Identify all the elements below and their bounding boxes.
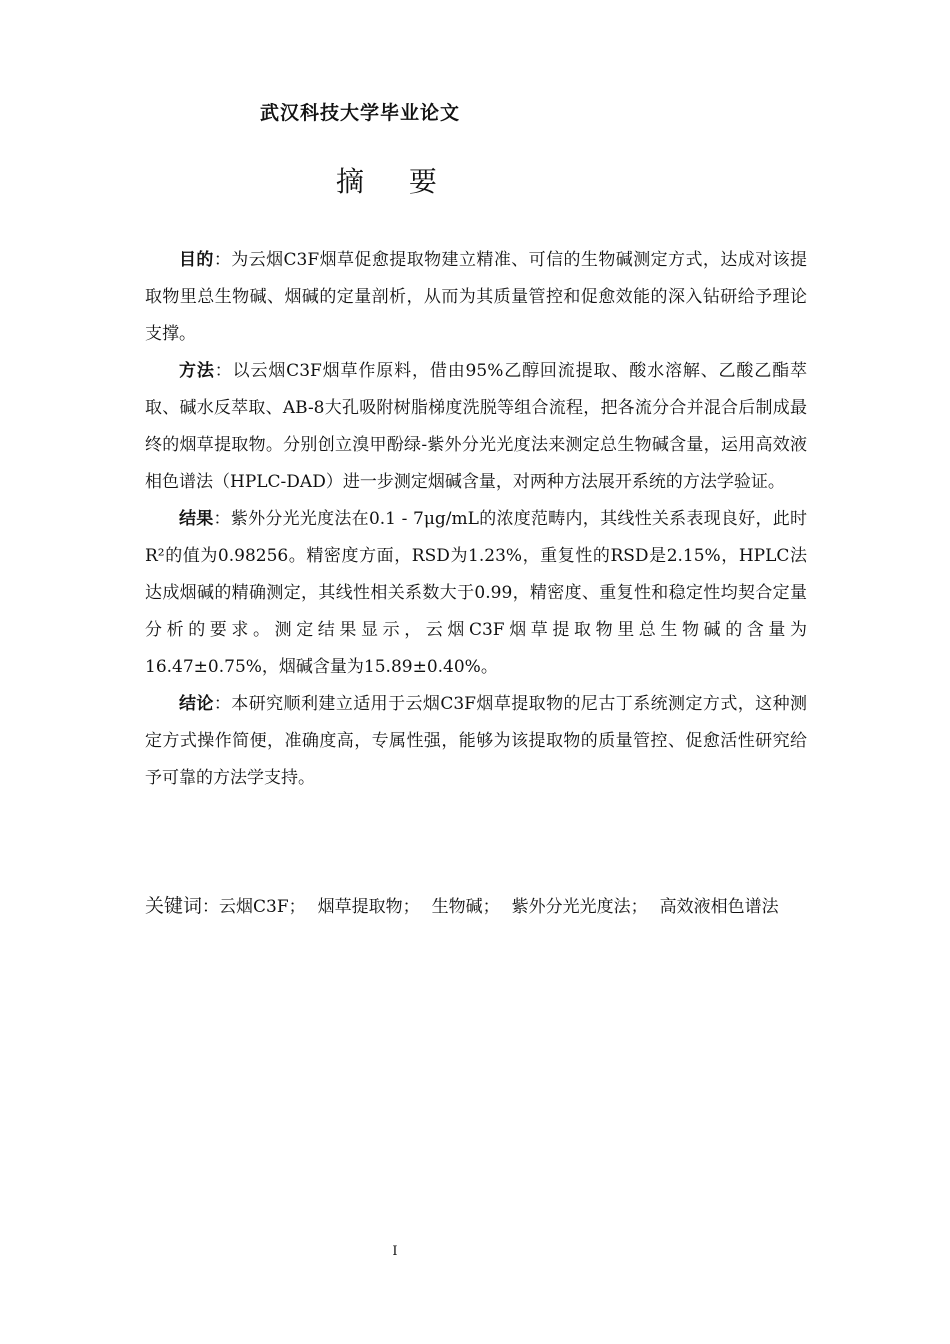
keywords-label: 关键词: [145, 895, 203, 917]
abstract-body: [145, 242, 807, 797]
paragraph-text: ：为云烟C3F烟草促愈提取物建立精准、可信的生物碱测定方式，达成对该提取物里总生物碱、烟碱的定量剖析，从而为其质量管控和促愈效能的深入钻研给予理论支撑。: [145, 250, 808, 344]
paragraph-label: 结果: [179, 509, 214, 529]
paragraph-text: ：本研究顺利建立适用于云烟C3F烟草提取物的尼古丁系统测定方式，这种测定方式操作简便，准确度高，专属性强，能够为该提取物的质量管控、促愈活性研究给予可靠的方法学支持。: [145, 694, 808, 788]
abstract-paragraph-purpose: [145, 242, 807, 353]
abstract-paragraph-conclusion: [145, 686, 807, 797]
paragraph-text: ：紫外分光光度法在0.1 - 7μg/mL的浓度范畴内，其线性关系表现良好，此时R²的值为0.98256。精密度方面，RSD为1.23%，重复性的RSD是2.15%，HPLC法达成烟碱的精确测定，其线性相关系数大于0.99，精密度、重复性和稳定性均契合定量分析的要求。测定结果显示，云烟C3F烟草提取物里总生物碱的含量为16.47±0.75%，烟碱含量为15.89±0.40%。: [145, 509, 807, 677]
keyword-item: 烟草提取物；: [317, 897, 420, 917]
keyword-item: 紫外分光光度法；: [511, 897, 648, 917]
keywords-list: [219, 897, 791, 917]
paragraph-label: 结论: [179, 694, 214, 714]
page-number: I: [392, 1244, 398, 1259]
abstract-paragraph-method: [145, 353, 807, 501]
abstract-heading: 摘 要: [336, 165, 455, 198]
keywords-block: [145, 882, 807, 932]
keyword-item: 高效液相色谱法: [659, 897, 779, 917]
paragraph-label: 目的: [179, 250, 214, 270]
abstract-paragraph-result: [145, 501, 807, 686]
paragraph-text: ：以云烟C3F烟草作原料，借由95%乙醇回流提取、酸水溶解、乙酸乙酯萃取、碱水反萃取、AB-8大孔吸附树脂梯度洗脱等组合流程，把各流分合并混合后制成最终的烟草提取物。分别创立溴甲酚绿-紫外分光光度法来测定总生物碱含量，运用高效液相色谱法（HPLC-DAD）进一步测定烟碱含量，对两种方法展开系统的方法学验证。: [145, 361, 808, 492]
paragraph-label: 方法: [179, 361, 215, 381]
thesis-header-title: 武汉科技大学毕业论文: [260, 102, 461, 124]
keyword-item: 生物碱；: [431, 897, 500, 917]
keywords-colon: ：: [202, 897, 220, 917]
keyword-item: 云烟C3F；: [219, 897, 306, 917]
